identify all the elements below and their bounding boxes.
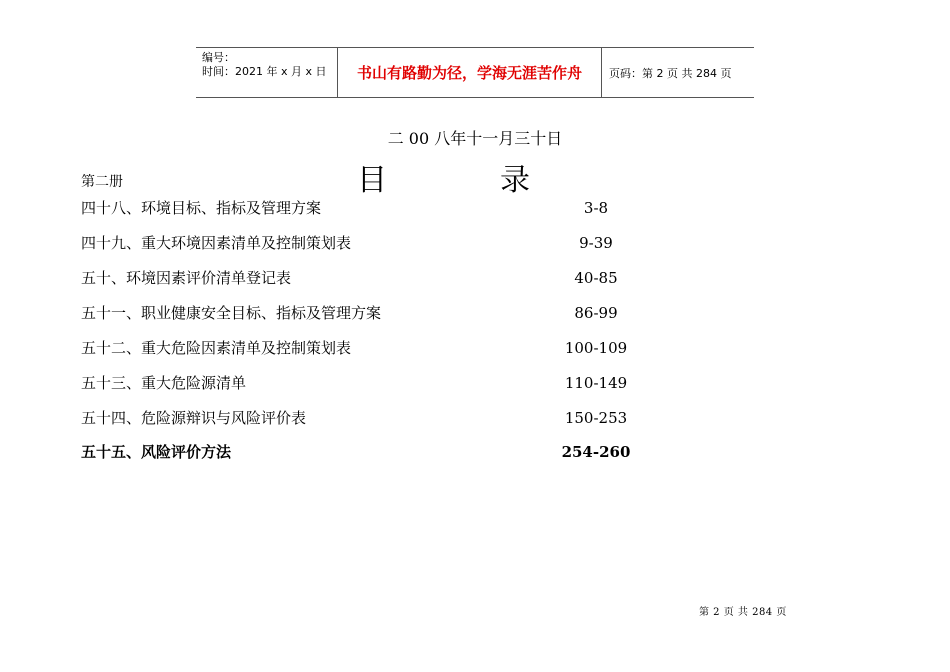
toc-entry-label: 五十一、职业健康安全目标、指标及管理方案 xyxy=(81,304,382,322)
toc-entry-pages: 110-149 xyxy=(564,374,628,392)
toc-entry-label: 五十、环境因素评价清单登记表 xyxy=(81,269,292,287)
toc-entry-label: 五十五、风险评价方法 xyxy=(81,443,232,461)
toc-entry-pages: 3-8 xyxy=(583,199,609,217)
toc-entry xyxy=(81,337,641,359)
toc-entry-label: 五十三、重大危险源清单 xyxy=(81,374,247,392)
date-line: 二 00 八年十一月三十日 xyxy=(387,129,563,148)
toc-title-char-1: 目 xyxy=(357,163,387,198)
toc-entry-label: 四十九、重大环境因素清单及控制策划表 xyxy=(81,234,352,252)
toc-entry xyxy=(81,232,641,254)
header-meta xyxy=(196,48,338,97)
toc-entry xyxy=(81,372,641,394)
toc-entry-pages: 86-99 xyxy=(574,304,618,322)
toc-entry-label: 四十八、环境目标、指标及管理方案 xyxy=(81,199,322,217)
toc-entry xyxy=(81,441,641,463)
toc-entry xyxy=(81,267,641,289)
toc-entry-pages: 9-39 xyxy=(579,234,613,252)
toc-entry-pages: 150-253 xyxy=(564,409,628,427)
header-page-code: 页码：第 2 页 共 284 页 xyxy=(609,66,732,80)
time-label: 时间：2021 年 x 月 x 日 xyxy=(202,65,327,78)
toc-title-char-2: 录 xyxy=(500,163,530,198)
toc-entry-label: 五十四、危险源辩识与风险评价表 xyxy=(81,409,307,427)
toc-entry xyxy=(81,407,641,429)
toc-entry-label: 五十二、重大危险因素清单及控制策划表 xyxy=(81,339,352,357)
toc-entry-pages: 40-85 xyxy=(574,269,618,287)
toc-entry-pages: 100-109 xyxy=(564,339,628,357)
page-footer: 第 2 页 共 284 页 xyxy=(699,607,787,618)
volume-label: 第二册 xyxy=(81,174,123,190)
number-label: 编号： xyxy=(202,51,235,64)
toc-entry-pages: 254-260 xyxy=(561,443,631,461)
document-header xyxy=(196,47,754,98)
header-motto: 书山有路勤为径，学海无涯苦作舟 xyxy=(338,48,602,97)
toc-entry xyxy=(81,302,641,324)
toc-entry xyxy=(81,197,641,219)
